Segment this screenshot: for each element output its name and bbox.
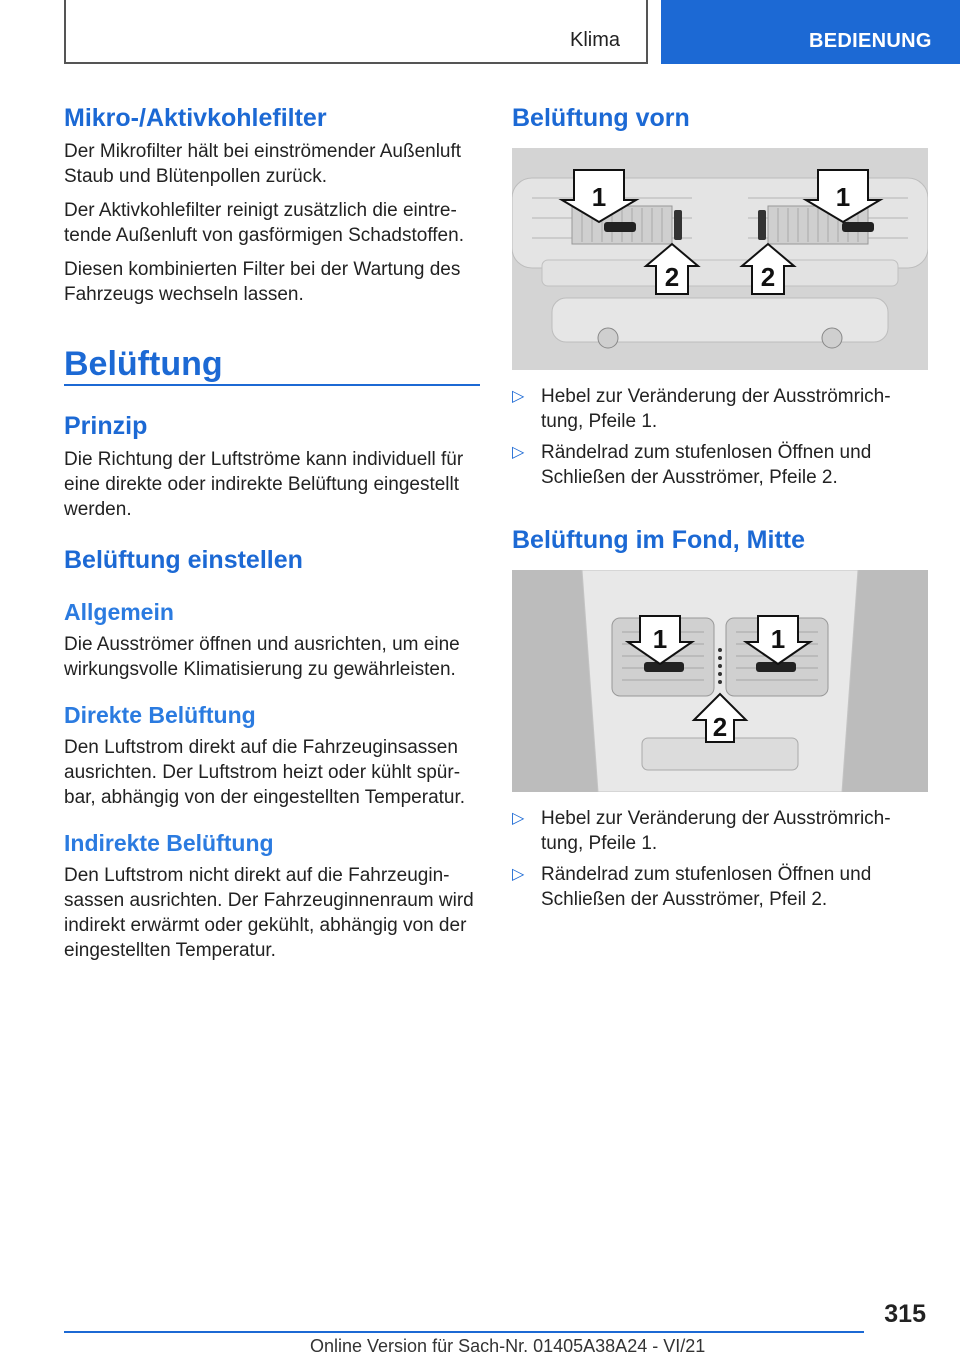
front-vents-illustration	[512, 148, 928, 370]
rear-vents-illustration	[512, 570, 928, 792]
prinzip-title: Prinzip	[64, 412, 148, 440]
left-column-lower	[64, 412, 480, 963]
header-section-label: Klima	[569, 29, 620, 51]
rear-arrow-1-left-label: 1	[652, 624, 668, 654]
left-column	[64, 104, 480, 384]
header-tab-label: BEDIENUNG	[809, 30, 932, 52]
front-arrow-2-right-label: 2	[760, 262, 776, 292]
fond-title: Belüftung im Fond, Mitte	[512, 526, 806, 554]
einstellen-title: Belüftung einstellen	[64, 546, 303, 574]
header-section-box	[64, 0, 648, 64]
mikro-text-2: Der Aktivkohlefilter reinigt zusätzlich die eintretende Außenluft von gasförmigen Schadstoffen.	[64, 200, 464, 246]
page-number: 315	[884, 1300, 926, 1328]
footer-online-version: Online Version für Sach-Nr. 01405A38A24 - VI/21	[310, 1336, 706, 1356]
indirekte-text: Den Luftstrom nicht direkt auf die Fahrzeuginsassen ausrichten. Der Fahrzeuginnenraum wird indirekt erwärmt oder gekühlt, abhängig von der eingestellten Temperatur.	[64, 865, 474, 961]
front-vents-image	[512, 148, 928, 370]
direkte-text: Den Luftstrom direkt auf die Fahrzeuginsassen ausrichten. Der Luftstrom heizt oder kühlt spürbar, abhängig von der eingestellten Temperatur.	[64, 737, 466, 808]
bullet-triangle-icon: ▷	[512, 444, 525, 461]
footer-rule	[64, 1331, 864, 1333]
indirekte-title: Indirekte Belüftung	[64, 830, 274, 856]
vorn-bullet-2-text: Rändelrad zum stufenlosen Öffnen und Schließen der Ausströmer, Pfeile 2.	[541, 442, 872, 488]
mikro-text-1: Der Mikrofilter hält bei einströmender Außenluft Staub und Blütenpollen zurück.	[64, 141, 462, 187]
bullet-triangle-icon: ▷	[512, 388, 525, 405]
header-tab	[661, 0, 960, 64]
section-rule	[64, 384, 480, 386]
bullet-triangle-icon: ▷	[512, 810, 525, 827]
allgemein-text: Die Ausströmer öffnen und ausrichten, um eine wirkungsvolle Klimatisierung zu gewährleisten.	[64, 634, 460, 680]
fond-bullet-2-text: Rändelrad zum stufenlosen Öffnen und Schließen der Ausströmer, Pfeil 2.	[541, 864, 872, 910]
rear-arrow-2-label: 2	[712, 712, 728, 742]
bullet-triangle-icon: ▷	[512, 866, 525, 883]
front-arrow-1-left-label: 1	[591, 182, 607, 212]
prinzip-text: Die Richtung der Luftströme kann individuell für eine direkte oder indirekte Belüftung eingestellt werden.	[64, 449, 464, 520]
allgemein-title: Allgemein	[64, 599, 174, 625]
direkte-title: Direkte Belüftung	[64, 702, 256, 728]
rear-vents-image	[512, 570, 928, 792]
rear-arrow-1-right-label: 1	[770, 624, 786, 654]
mikro-title: Mikro-/Aktivkohlefilter	[64, 104, 327, 132]
front-arrow-1-right-label: 1	[835, 182, 851, 212]
mikro-text-3: Diesen kombinierten Filter bei der Wartung des Fahrzeugs wechseln lassen.	[64, 259, 461, 305]
vorn-title: Belüftung vorn	[512, 104, 690, 132]
front-arrow-2-left-label: 2	[664, 262, 680, 292]
vorn-bullet-1-text: Hebel zur Veränderung der Ausströmrichtung, Pfeile 1.	[541, 386, 891, 432]
belueftung-title: Belüftung	[64, 345, 223, 383]
fond-bullet-1-text: Hebel zur Veränderung der Ausströmrichtung, Pfeile 1.	[541, 808, 891, 854]
